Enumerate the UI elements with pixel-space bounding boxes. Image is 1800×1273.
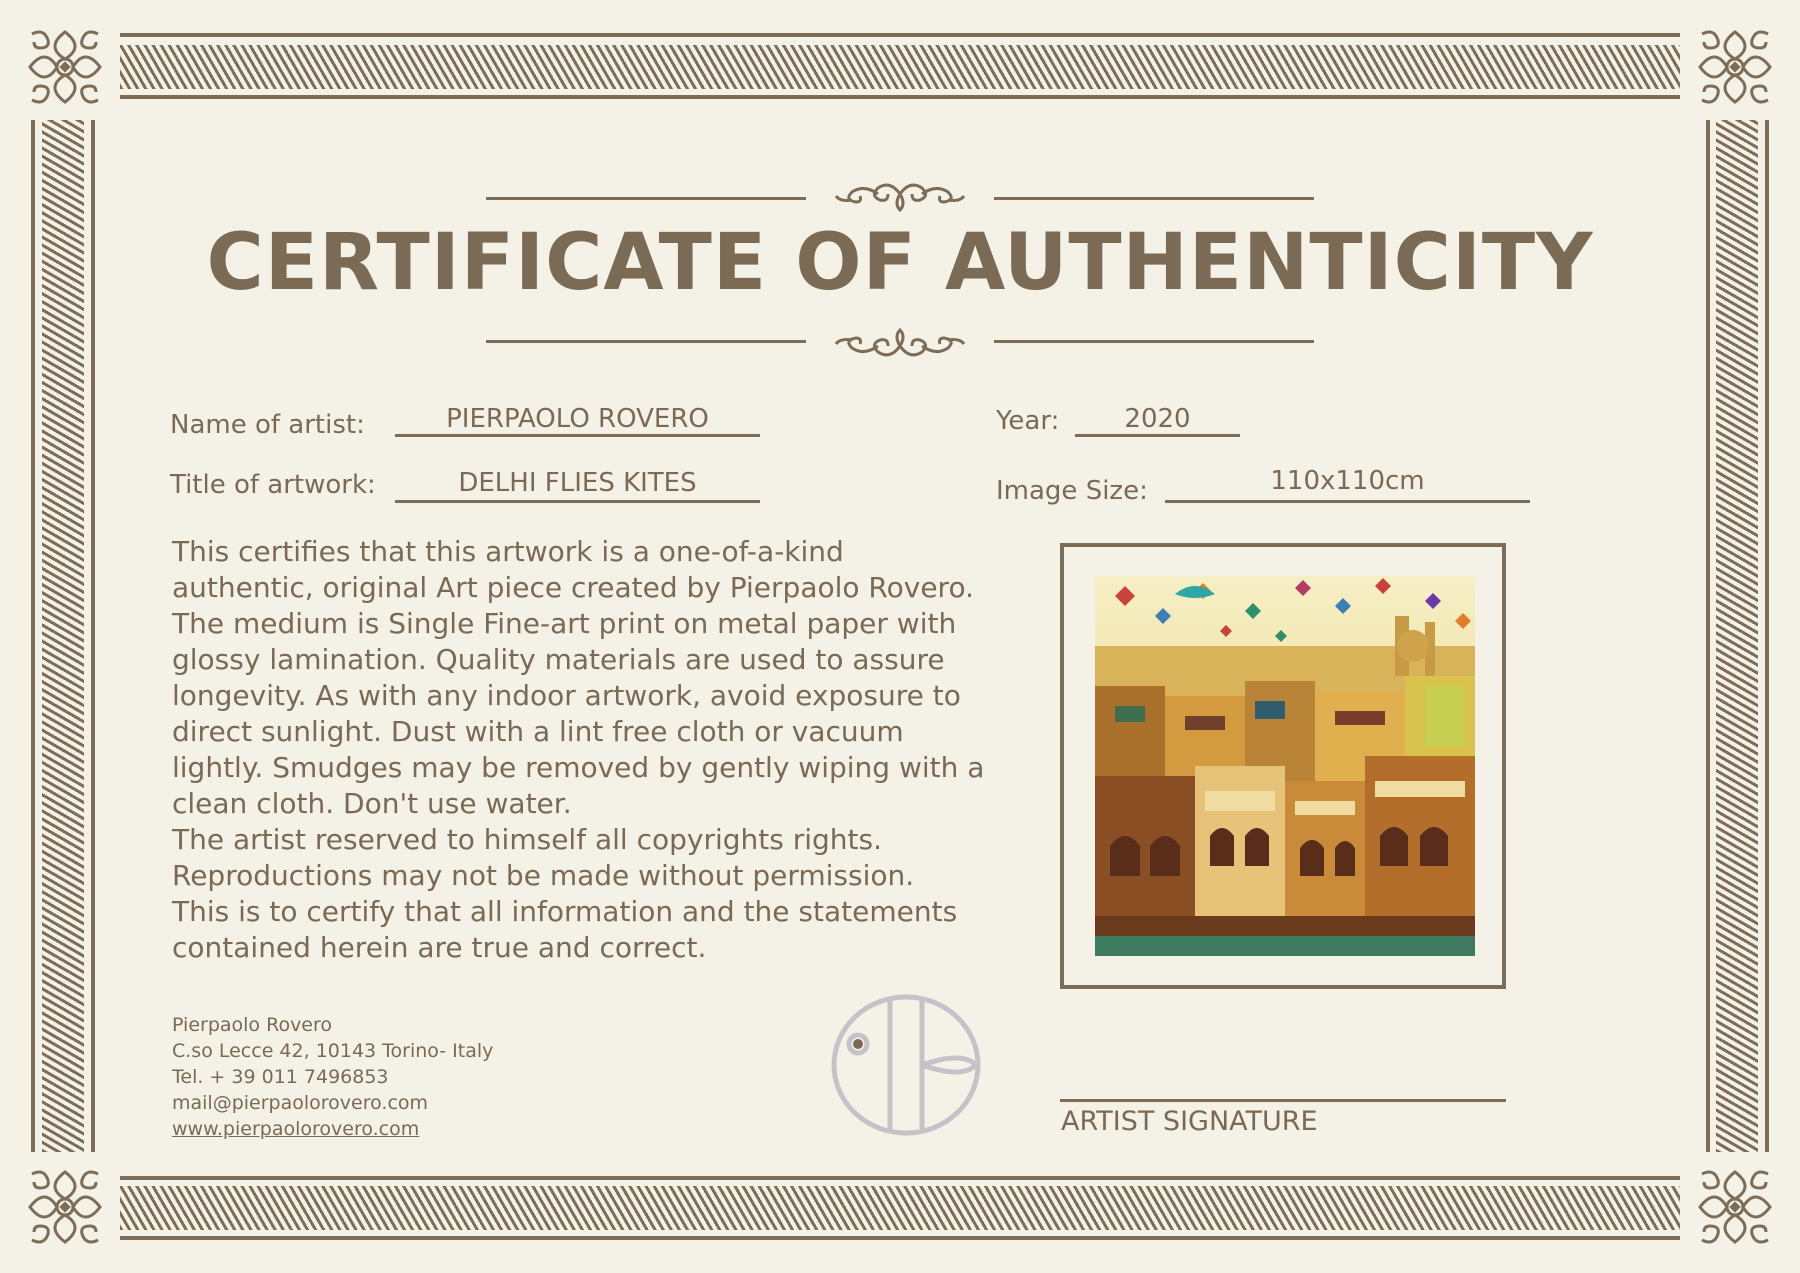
title-rule-top-right <box>994 197 1314 200</box>
contact-address: C.so Lecce 42, 10143 Torino- Italy <box>172 1040 494 1062</box>
flourish-top-icon <box>830 174 970 214</box>
artist-name-underline <box>395 434 760 437</box>
image-size-label: Image Size: <box>996 476 1148 506</box>
statement-paragraph: This certifies that this artwork is a one-of-a-kind authentic, original Art piece created by Pierpaolo Rovero. <box>172 535 974 604</box>
contact-name: Pierpaolo Rovero <box>172 1014 333 1036</box>
border-line-bottom-outer <box>120 1236 1680 1240</box>
statement-paragraph: The artist reserved to himself all copyrights rights. <box>172 823 882 856</box>
title-rule-bottom-right <box>994 340 1314 343</box>
corner-ornament-bottom-left-icon <box>10 1152 120 1262</box>
title-rule-bottom-left <box>486 340 806 343</box>
border-line-top-inner <box>120 95 1680 99</box>
corner-ornament-bottom-right-icon <box>1680 1152 1790 1262</box>
statement-paragraph: This is to certify that all information and the statements contained herein are true and correct. <box>172 895 958 964</box>
year-label: Year: <box>996 406 1060 436</box>
statement-paragraph: The medium is Single Fine-art print on metal paper with glossy lamination. Quality materials are used to assure longevity. As with any indoor artwork, avoid exposure to direct sunlight. Dust with a lint free cloth or vacuum lightly. Smudges may be removed by gently wiping with a clean cloth. Don't use water. <box>172 607 985 820</box>
corner-ornament-top-left-icon <box>10 12 120 122</box>
year-value: 2020 <box>1124 404 1191 434</box>
artwork-title-underline <box>395 500 760 503</box>
page-title: CERTIFICATE OF AUTHENTICITY <box>206 218 1594 308</box>
artist-name-label: Name of artist: <box>170 410 365 440</box>
image-size-value: 110x110cm <box>1270 466 1425 496</box>
certificate-statement <box>172 534 992 966</box>
artwork-image <box>1095 576 1475 956</box>
artwork-title-label: Title of artwork: <box>170 470 376 500</box>
contact-website-link[interactable]: www.pierpaolorovero.com <box>172 1118 420 1140</box>
title-rule-top-left <box>486 197 806 200</box>
artist-name-value: PIERPAOLO ROVERO <box>446 404 709 434</box>
signature-label: ARTIST SIGNATURE <box>1061 1106 1318 1137</box>
year-underline <box>1075 434 1240 437</box>
contact-phone: Tel. + 39 011 7496853 <box>172 1066 389 1088</box>
signature-line <box>1060 1099 1506 1102</box>
artist-monogram-logo <box>828 992 984 1138</box>
border-line-top-outer <box>120 33 1680 37</box>
corner-ornament-top-right-icon <box>1680 12 1790 122</box>
border-line-bottom-inner <box>120 1176 1680 1180</box>
flourish-bottom-icon <box>830 326 970 366</box>
border-rope-top <box>120 45 1680 89</box>
statement-paragraph: Reproductions may not be made without permission. <box>172 859 915 892</box>
contact-email: mail@pierpaolorovero.com <box>172 1092 429 1114</box>
artwork-title-value: DELHI FLIES KITES <box>458 468 697 498</box>
image-size-underline <box>1165 500 1530 503</box>
border-rope-bottom <box>120 1186 1680 1230</box>
artist-contact-block <box>172 1012 493 1142</box>
